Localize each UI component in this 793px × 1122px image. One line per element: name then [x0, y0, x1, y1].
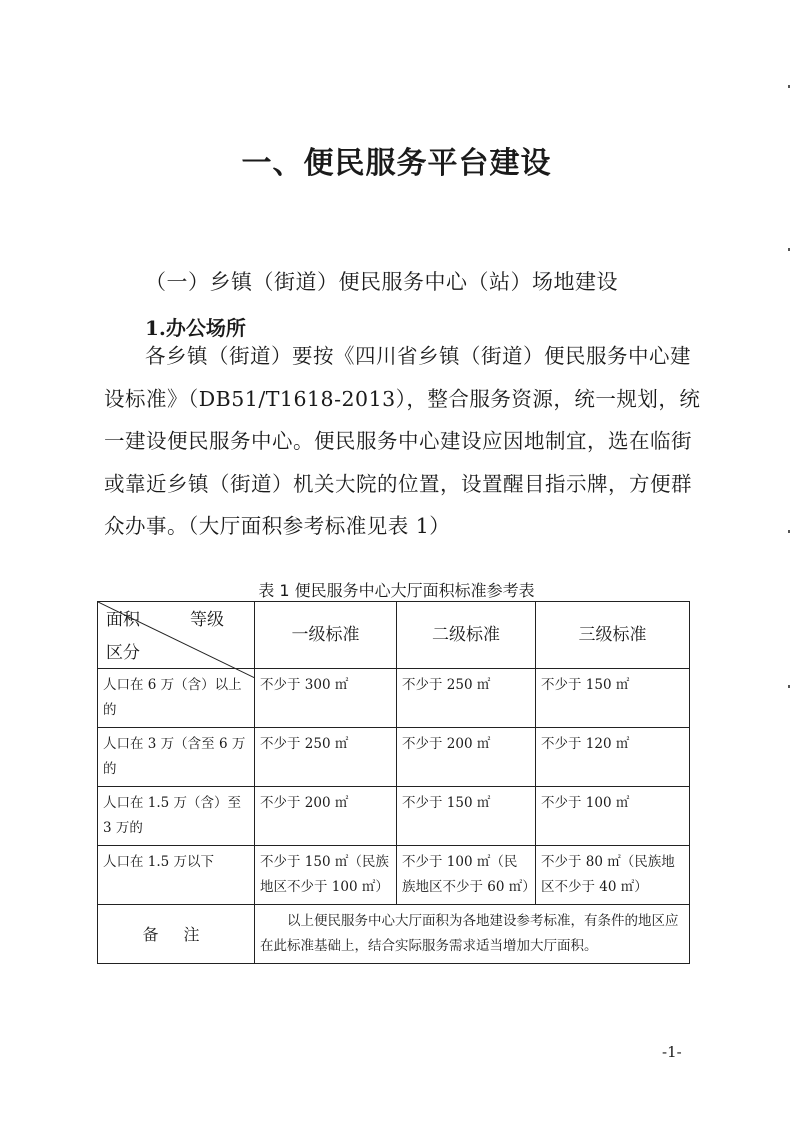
value-cell: 不少于 150 ㎡: [536, 669, 690, 728]
grade-label: 等级: [190, 610, 224, 630]
page-title: 一、便民服务平台建设: [241, 146, 552, 181]
paragraph-line: 各乡镇（街道）要按《四川省乡镇（街道）便民服务中心建: [145, 344, 691, 368]
scan-mark: [788, 248, 790, 251]
district-label: 区分: [106, 643, 140, 663]
value-cell: 不少于 100 ㎡（民族地区不少于 60 ㎡）: [397, 846, 536, 905]
table-header-row: [98, 602, 690, 669]
remark-label: 备 注: [98, 905, 255, 964]
paragraph-line: 众办事。（大厅面积参考标准见表 1）: [104, 514, 451, 538]
value-cell: 不少于 150 ㎡（民族地区不少于 100 ㎡）: [255, 846, 397, 905]
area-standard-table: [97, 601, 690, 964]
value-cell: 不少于 120 ㎡: [536, 728, 690, 787]
remark-text: 以上便民服务中心大厅面积为各地建设参考标准，有条件的地区应在此标准基础上，结合实际服务需求适当增加大厅面积。: [255, 905, 690, 964]
grade-header: 二级标准: [397, 602, 536, 669]
district-cell: 人口在 6 万（含）以上的: [98, 669, 255, 728]
diagonal-header-cell: [98, 602, 255, 669]
subsection-heading: 1.办公场所: [145, 316, 246, 340]
district-cell: 人口在 1.5 万以下: [98, 846, 255, 905]
table-remark-row: [98, 905, 690, 964]
page-number: -1-: [662, 1043, 682, 1061]
grade-header: 一级标准: [255, 602, 397, 669]
value-cell: 不少于 80 ㎡（民族地区不少于 40 ㎡）: [536, 846, 690, 905]
paragraph-line: 或靠近乡镇（街道）机关大院的位置，设置醒目指示牌，方便群: [104, 471, 692, 496]
paragraph-line: 一建设便民服务中心。便民服务中心建设应因地制宜，选在临街: [104, 429, 692, 453]
table-row: [98, 728, 690, 787]
value-cell: 不少于 250 ㎡: [397, 669, 536, 728]
grade-header: 三级标准: [536, 602, 690, 669]
paragraph-line: 设标准》（DB51/T1618-2013），整合服务资源，统一规划，统: [104, 386, 701, 411]
value-cell: 不少于 200 ㎡: [255, 787, 397, 846]
area-label: 面积: [106, 610, 140, 630]
scan-mark: [788, 685, 790, 688]
body-paragraph: [104, 335, 701, 548]
value-cell: 不少于 150 ㎡: [397, 787, 536, 846]
value-cell: 不少于 200 ㎡: [397, 728, 536, 787]
section-heading: （一）乡镇（街道）便民服务中心（站）场地建设: [145, 270, 618, 294]
scan-mark: [788, 530, 790, 533]
scan-mark: [788, 85, 790, 88]
value-cell: 不少于 300 ㎡: [255, 669, 397, 728]
value-cell: 不少于 100 ㎡: [536, 787, 690, 846]
value-cell: 不少于 250 ㎡: [255, 728, 397, 787]
table-row: [98, 846, 690, 905]
table-caption: 表 1 便民服务中心大厅面积标准参考表: [258, 581, 535, 600]
district-cell: 人口在 1.5 万（含）至 3 万的: [98, 787, 255, 846]
district-cell: 人口在 3 万（含至 6 万的: [98, 728, 255, 787]
table-row: [98, 787, 690, 846]
